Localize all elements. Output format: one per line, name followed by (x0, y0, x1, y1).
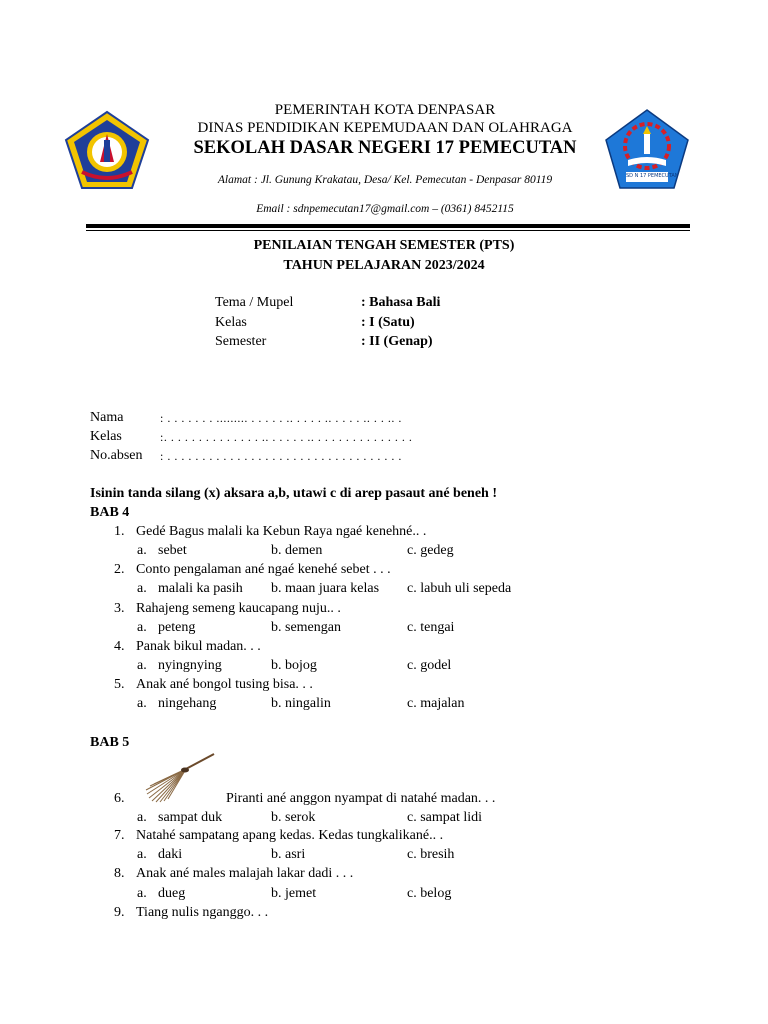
meta-value: : II (Genap) (361, 334, 433, 349)
school-logo-text: SD N 17 PEMECUTAN (626, 173, 679, 179)
instruction-text: Isinin tanda silang (x) aksara a,b, utawi c di arep pasaut ané beneh ! (90, 486, 497, 501)
question-text: Natahé sampatang apang kedas. Kedas tungkalikané.. . (136, 828, 444, 843)
identity-label: Kelas (90, 429, 122, 444)
identity-fill-line: :. . . . . . . . . . . . . . .. . . . . . .. . . . . . . . . . . . . . . (160, 430, 413, 444)
meta-label: Tema / Mupel (215, 295, 294, 310)
exam-title: PENILAIAN TENGAH SEMESTER (PTS) (253, 238, 515, 253)
option-a: dueg (158, 886, 186, 901)
question-number: 6. (114, 791, 125, 806)
denpasar-emblem-logo (64, 110, 150, 190)
question-number: 8. (114, 866, 125, 881)
header-school-name: SEKOLAH DASAR NEGERI 17 PEMECUTAN (193, 138, 577, 158)
header-government-line: PEMERINTAH KOTA DENPASAR (274, 102, 496, 118)
option-b: b. maan juara kelas (271, 581, 380, 596)
option-a: peteng (158, 620, 196, 635)
option-c: c. labuh uli sepeda (407, 581, 512, 596)
question-number: 1. (114, 524, 125, 539)
question-number: 9. (114, 905, 125, 920)
question-number: 7. (114, 828, 125, 843)
section-title: BAB 5 (90, 735, 130, 750)
option-c: c. sampat lidi (407, 810, 483, 825)
option-a: daki (158, 847, 183, 862)
question-text: Tiang nulis nganggo. . . (136, 905, 269, 920)
option-b: b. jemet (271, 886, 317, 901)
option-c: c. gedeg (407, 543, 454, 558)
identity-fill-line: : . . . . . . . . . . . . . . . . . . . . . . . . . . . . . . . . . . (160, 449, 402, 463)
option-c: c. tengai (407, 620, 455, 635)
question-text: Anak ané males malajah lakar dadi . . . (136, 866, 354, 881)
option-a: malali ka pasih (158, 581, 243, 596)
option-a-letter: a. (137, 581, 147, 596)
option-c: c. bresih (407, 847, 455, 862)
option-a-letter: a. (137, 810, 147, 825)
identity-label: Nama (90, 410, 124, 425)
question-text: Rahajeng semeng kaucapang nuju.. . (136, 601, 341, 616)
question-number: 2. (114, 562, 125, 577)
option-a: sampat duk (158, 810, 223, 825)
exam-year: TAHUN PELAJARAN 2023/2024 (283, 258, 485, 273)
option-a-letter: a. (137, 543, 147, 558)
identity-fill-line: : . . . . . . . ......... . . . . . .. . . . . .. . . . . .. . . .. . (160, 411, 402, 425)
option-b: b. demen (271, 543, 323, 558)
option-b: b. bojog (271, 658, 317, 673)
option-a-letter: a. (137, 847, 147, 862)
question-text: Panak bikul madan. . . (136, 639, 261, 654)
header-divider-thick (86, 224, 690, 228)
meta-label: Semester (215, 334, 267, 349)
header-department-line: DINAS PENDIDIKAN KEPEMUDAAN DAN OLAHRAGA (197, 120, 573, 136)
option-a-letter: a. (137, 886, 147, 901)
question-number: 4. (114, 639, 125, 654)
option-b: b. ningalin (271, 696, 331, 711)
option-a: nyingnying (158, 658, 222, 673)
option-c: c. belog (407, 886, 452, 901)
section-title: BAB 4 (90, 505, 130, 520)
question-text: Conto pengalaman ané ngaé kenehé sebet . . . (136, 562, 391, 577)
option-c: c. majalan (407, 696, 465, 711)
option-a-letter: a. (137, 696, 147, 711)
option-b: b. serok (271, 810, 316, 825)
option-a: sebet (158, 543, 187, 558)
identity-label: No.absen (90, 448, 143, 463)
option-a-letter: a. (137, 658, 147, 673)
meta-value: : I (Satu) (361, 315, 415, 330)
question-text: Piranti ané anggon nyampat di natahé madan. . . (226, 791, 496, 806)
question-text: Anak ané bongol tusing bisa. . . (136, 677, 313, 692)
question-text: Gedé Bagus malali ka Kebun Raya ngaé kenehné.. . (136, 524, 427, 539)
option-b: b. semengan (271, 620, 341, 635)
header-divider-thin (86, 230, 690, 231)
question-number: 5. (114, 677, 125, 692)
option-a: ningehang (158, 696, 217, 711)
option-b: b. asri (271, 847, 306, 862)
meta-value: : Bahasa Bali (361, 295, 441, 310)
option-c: c. godel (407, 658, 452, 673)
meta-label: Kelas (215, 315, 247, 330)
broom-illustration (144, 752, 216, 804)
option-a-letter: a. (137, 620, 147, 635)
header-email-phone: Email : sdnpemecutan17@gmail.com – (0361) 8452115 (256, 203, 514, 215)
header-address: Alamat : Jl. Gunung Krakatau, Desa/ Kel. Pemecutan - Denpasar 80119 (217, 174, 553, 186)
question-number: 3. (114, 601, 125, 616)
